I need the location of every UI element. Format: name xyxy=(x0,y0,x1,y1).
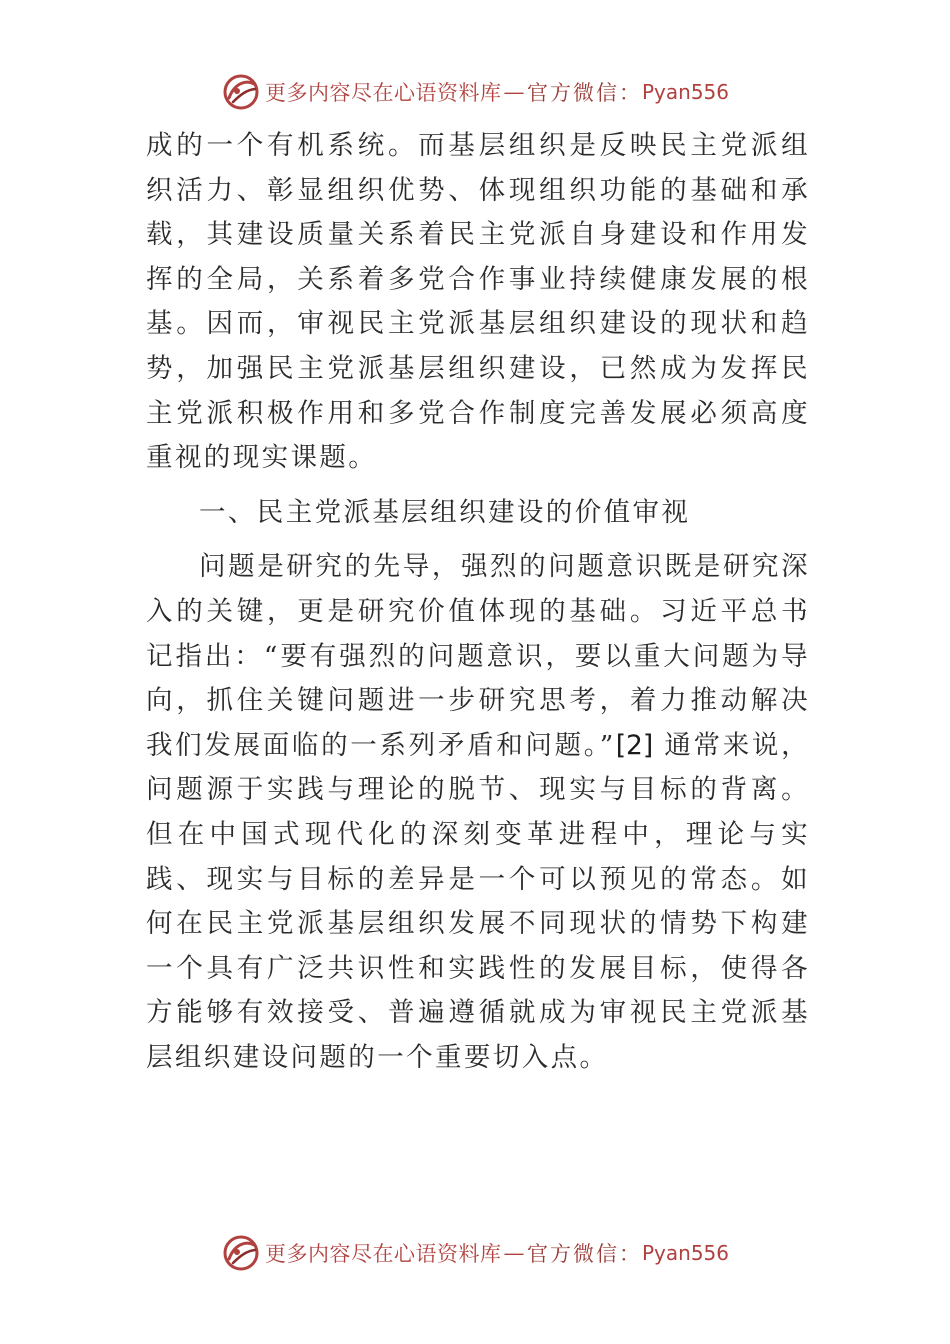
watermark-main-text: 更多内容尽在心语资料库 xyxy=(264,81,502,105)
brand-logo-icon xyxy=(221,1233,261,1273)
document-body xyxy=(146,124,810,1080)
brand-logo-icon xyxy=(221,72,261,112)
header-watermark xyxy=(0,72,950,112)
citation-reference: [2] xyxy=(615,729,654,761)
watermark-dash: — xyxy=(503,80,525,104)
paragraph-intro: 成的一个有机系统。而基层组织是反映民主党派组织活力、彰显组织优势、体现组织功能的基础和承载，其建设质量关系着民主党派自身建设和作用发挥的全局，关系着多党合作事业持续健康发展的根基。因而，审视民主党派基层组织建设的现状和趋势，加强民主党派基层组织建设，已然成为发挥民主党派积极作用和多党合作制度完善发展必须高度重视的现实课题。 xyxy=(146,130,810,474)
paragraph-main-text-a: 问题是研究的先导，强烈的问题意识既是研究深入的关键，更是研究价值体现的基础。习近平总书记指出：“要有强烈的问题意识，要以重大问题为导向，抓住关键问题进一步研究思考，着力推动解决我们发展面临的一系列矛盾和问题。” xyxy=(146,551,810,761)
watermark-wechat-label: 官方微信： xyxy=(526,81,642,105)
watermark-main-text: 更多内容尽在心语资料库 xyxy=(264,1242,502,1266)
footer-watermark xyxy=(0,1233,950,1273)
watermark-wechat-id: Pyan556 xyxy=(641,80,729,104)
watermark-wechat-id: Pyan556 xyxy=(641,1241,729,1265)
watermark-wechat-label: 官方微信： xyxy=(526,1242,642,1266)
watermark-dash: — xyxy=(503,1241,525,1265)
paragraph-main-text-b: 通常来说，问题源于实践与理论的脱节、现实与目标的背离。但在中国式现代化的深刻变革进程中，理论与实践、现实与目标的差异是一个可以预见的常态。如何在民主党派基层组织发展不同现状的情势下构建一个具有广泛共识性和实践性的发展目标，使得各方能够有效接受、普遍遵循就成为审视民主党派基层组织建设问题的一个重要切入点。 xyxy=(146,729,810,1073)
section-heading: 一、民主党派基层组织建设的价值审视 xyxy=(199,496,691,528)
paragraph-main xyxy=(146,545,810,1080)
